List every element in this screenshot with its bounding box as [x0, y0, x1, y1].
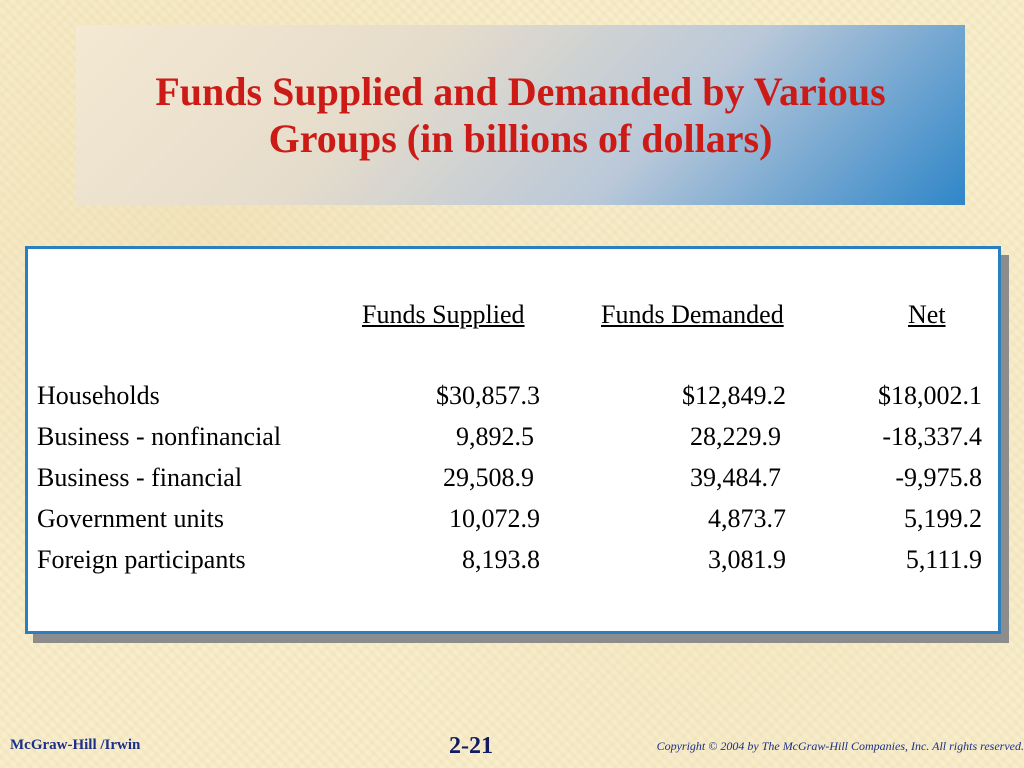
title-banner: [76, 25, 965, 205]
net-value: -18,337.4: [882, 422, 982, 451]
net-value: $18,002.1: [878, 381, 982, 410]
column-header-net: Net: [908, 300, 946, 329]
funds-demanded-value: 39,484.7: [690, 463, 781, 492]
row-label: Business - nonfinancial: [37, 422, 282, 451]
funds-demanded-value: 4,873.7: [708, 504, 786, 533]
row-label: Households: [37, 381, 160, 410]
net-value: 5,199.2: [904, 504, 982, 533]
publisher-name: McGraw-Hill /Irwin: [10, 737, 141, 753]
page-number: 2-21: [449, 733, 493, 759]
funds-supplied-value: $30,857.3: [436, 381, 540, 410]
row-label: Business - financial: [37, 463, 243, 492]
table-row: [0, 504, 1024, 544]
table-row: [0, 463, 1024, 503]
table-row: [0, 381, 1024, 421]
slide-title: [135, 68, 905, 162]
net-value: -9,975.8: [895, 463, 982, 492]
column-header-funds-supplied: Funds Supplied: [362, 300, 525, 329]
row-label: Government units: [37, 504, 225, 533]
funds-supplied-value: 9,892.5: [456, 422, 534, 451]
funds-demanded-value: 28,229.9: [690, 422, 781, 451]
net-value: 5,111.9: [905, 545, 982, 574]
funds-supplied-value: 10,072.9: [449, 504, 540, 533]
title-line-1: Funds Supplied and Demanded by Various: [155, 69, 886, 114]
funds-demanded-value: $12,849.2: [682, 381, 786, 410]
copyright-notice: Copyright © 2004 by The McGraw-Hill Companies, Inc. All rights reserved.: [656, 739, 1024, 753]
column-header-funds-demanded: Funds Demanded: [601, 300, 784, 329]
funds-supplied-value: 29,508.9: [443, 463, 534, 492]
funds-supplied-value: 8,193.8: [462, 545, 540, 574]
title-line-2: Groups (in billions of dollars): [268, 116, 773, 161]
funds-demanded-value: 3,081.9: [708, 545, 786, 574]
table-row: [0, 422, 1024, 462]
table-row: [0, 545, 1024, 585]
row-label: Foreign participants: [37, 545, 246, 574]
